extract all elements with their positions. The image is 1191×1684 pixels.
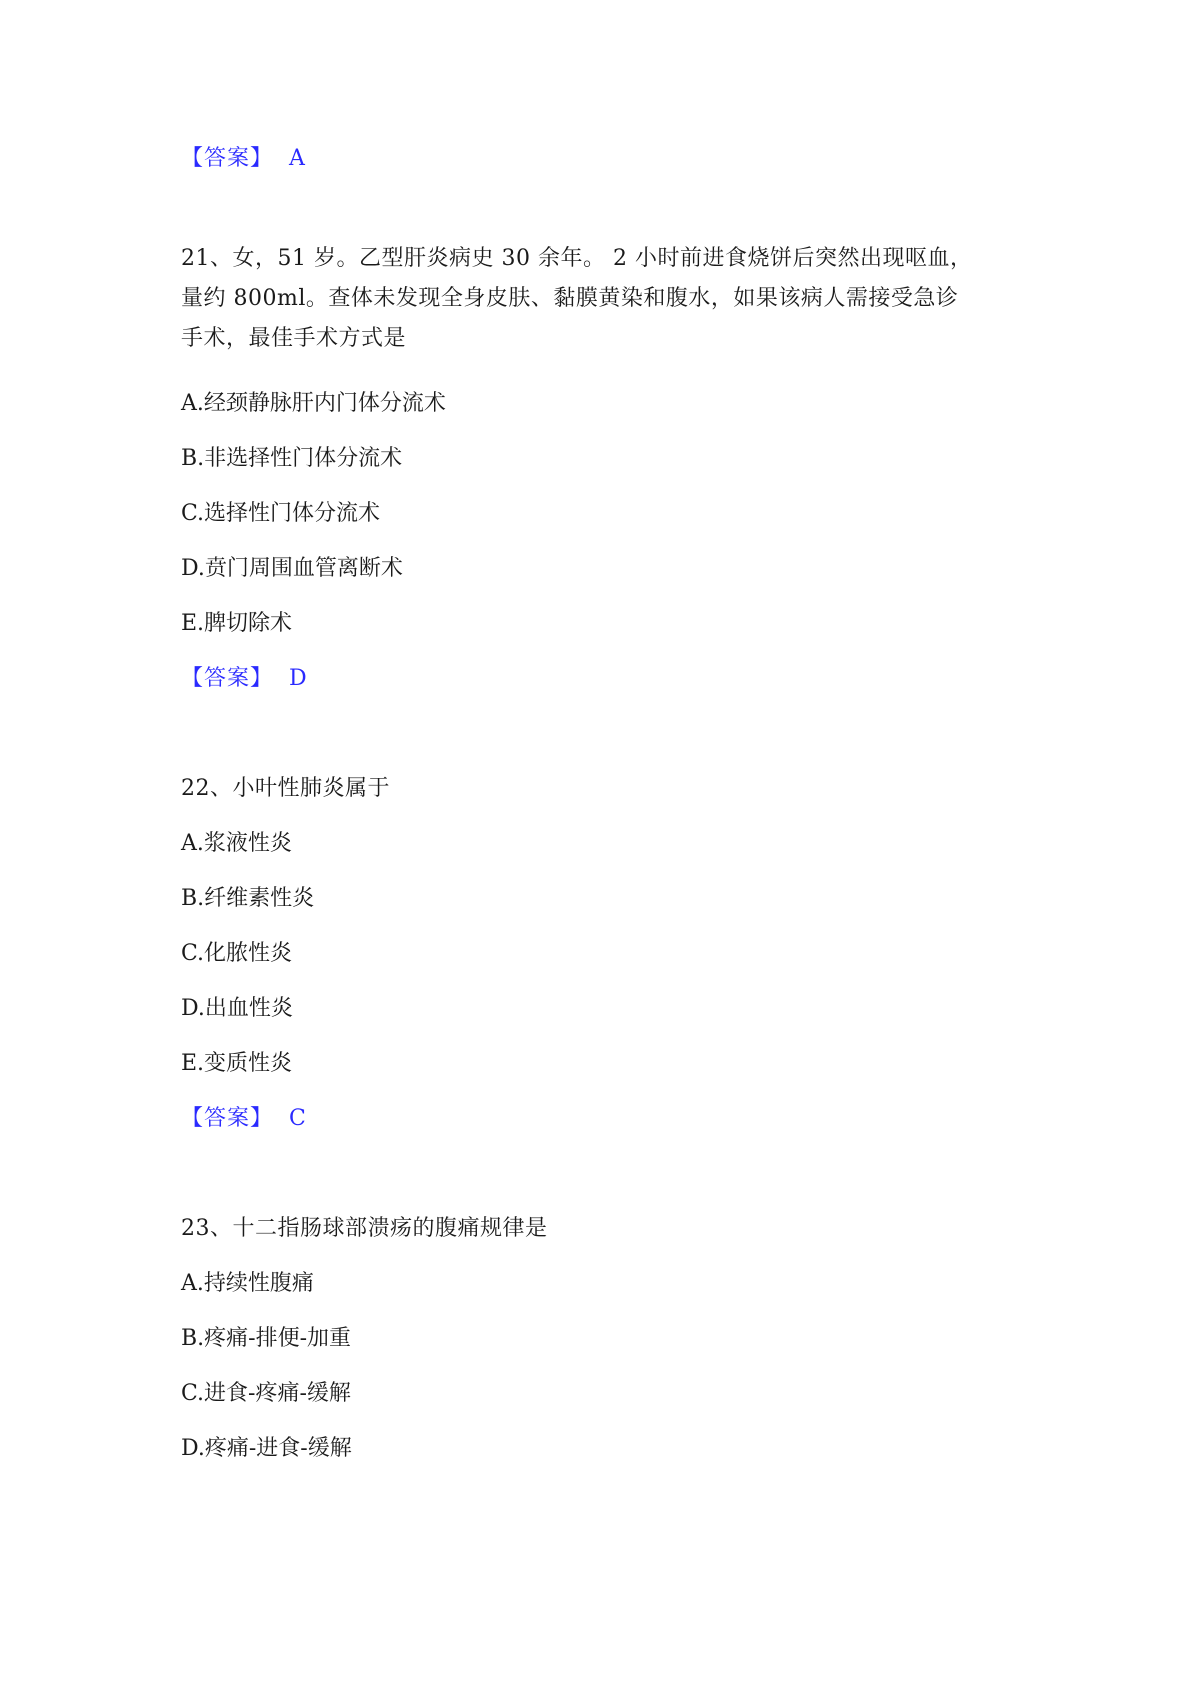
question-21-option-c: C.选择性门体分流术 (181, 501, 381, 526)
question-21-option-d: D.贲门周围血管离断术 (181, 556, 403, 581)
question-22-option-a: A.浆液性炎 (181, 831, 292, 856)
answer-value: C (289, 1106, 306, 1131)
question-22-stem: 22、小叶性肺炎属于 (181, 776, 390, 801)
question-22-option-d: D.出血性炎 (181, 996, 293, 1021)
question-21-stem-line-1: 21、女，51 岁。乙型肝炎病史 30 余年。 2 小时前进食烧饼后突然出现呕血， (181, 246, 973, 271)
question-21-stem-line-2: 量约 800ml。查体未发现全身皮肤、黏膜黄染和腹水，如果该病人需接受急诊 (181, 286, 959, 311)
question-23-option-b: B.疼痛-排便-加重 (181, 1326, 352, 1351)
question-22-option-b: B.纤维素性炎 (181, 886, 315, 911)
answer-line-22 (181, 1104, 306, 1134)
question-21-option-b: B.非选择性门体分流术 (181, 446, 403, 471)
question-23-option-c: C.进食-疼痛-缓解 (181, 1381, 351, 1406)
answer-line-21 (181, 664, 307, 694)
answer-value: A (289, 146, 305, 171)
answer-line-20 (181, 144, 305, 174)
question-23-stem: 23、十二指肠球部溃疡的腹痛规律是 (181, 1216, 548, 1241)
answer-label: 【答案】 (181, 1106, 274, 1131)
question-21-stem-line-3: 手术，最佳手术方式是 (181, 326, 407, 351)
question-22-option-e: E.变质性炎 (181, 1051, 293, 1076)
question-21-option-a: A.经颈静脉肝内门体分流术 (181, 391, 446, 416)
question-23-option-a: A.持续性腹痛 (181, 1271, 314, 1296)
question-23-option-d: D.疼痛-进食-缓解 (181, 1436, 352, 1461)
question-21-option-e: E.脾切除术 (181, 611, 293, 636)
answer-label: 【答案】 (181, 666, 274, 691)
question-22-option-c: C.化脓性炎 (181, 941, 293, 966)
answer-value: D (289, 666, 307, 691)
answer-label: 【答案】 (181, 146, 274, 171)
